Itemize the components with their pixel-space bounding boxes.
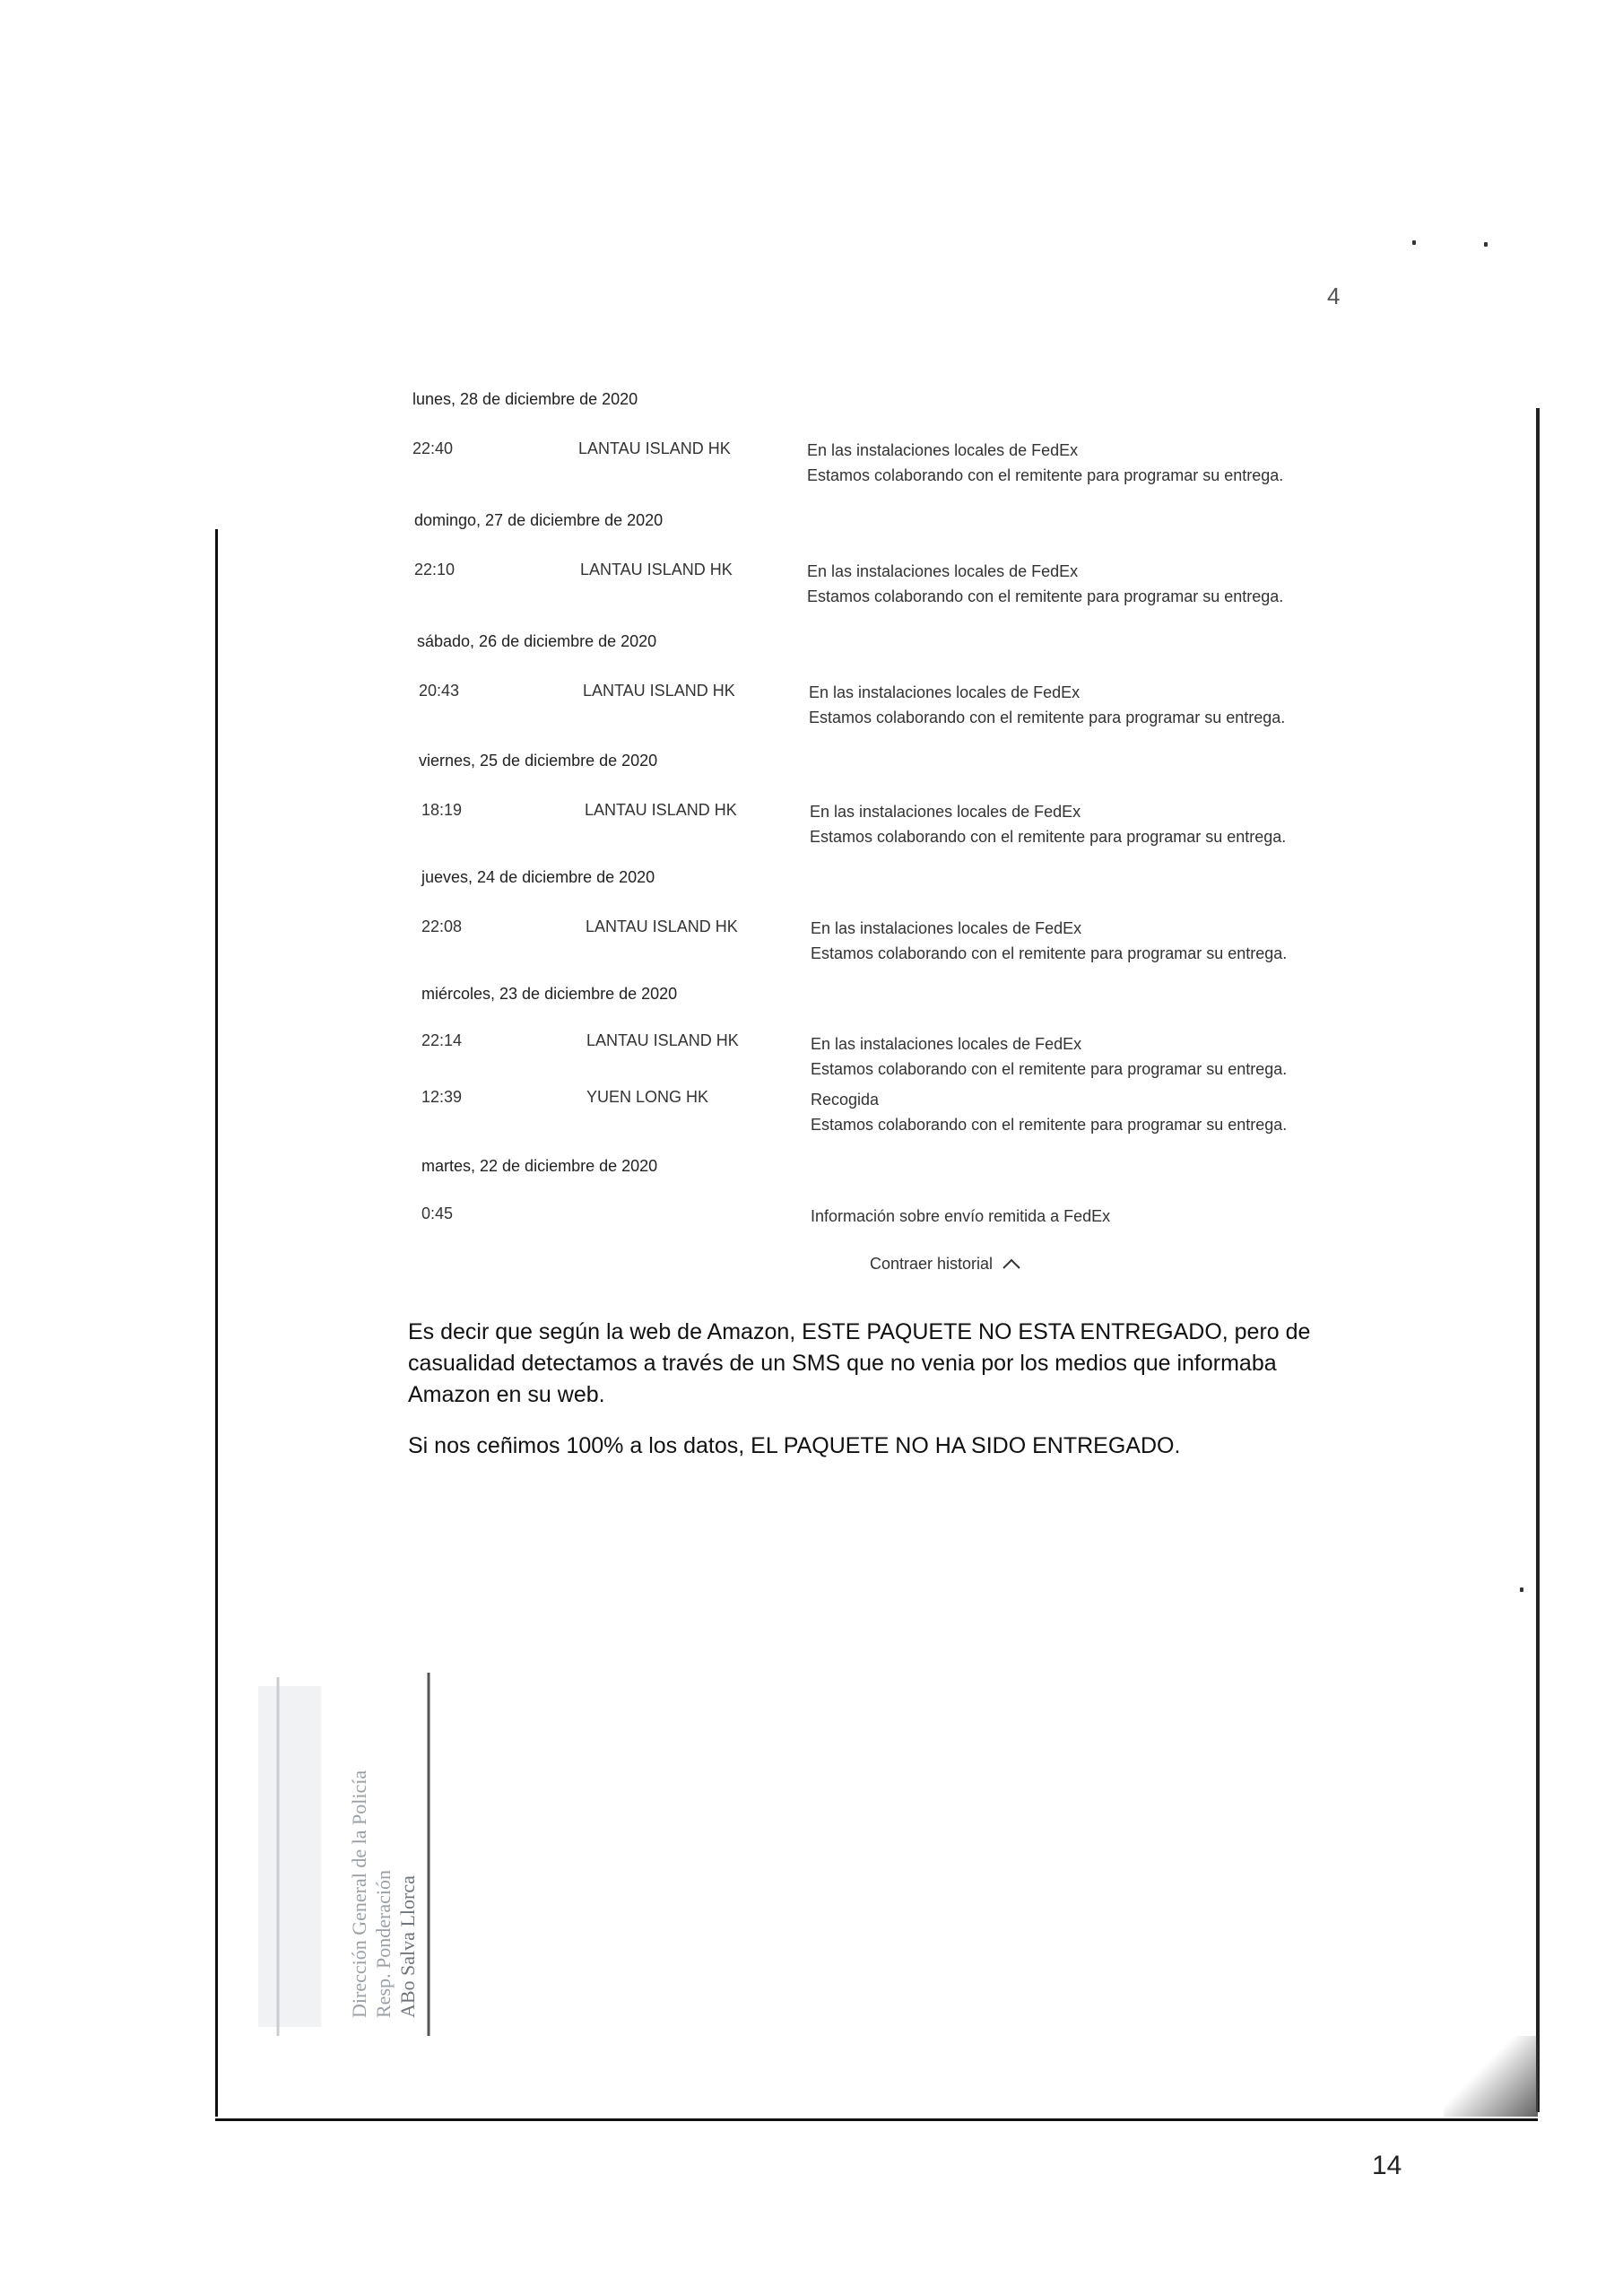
event-status-title: En las instalaciones locales de FedEx — [811, 1035, 1082, 1053]
event-time: 22:10 — [414, 561, 456, 578]
event-status — [807, 438, 1283, 488]
event-time: 22:14 — [421, 1031, 463, 1049]
collapse-history-button[interactable] — [870, 1254, 1021, 1274]
event-location: YUEN LONG HK — [586, 1088, 709, 1106]
scan-border-right — [1536, 408, 1540, 2112]
day-header: sábado, 26 de diciembre de 2020 — [417, 632, 657, 650]
stamp-line: Resp. Ponderación — [372, 1870, 395, 2018]
event-location: LANTAU ISLAND HK — [580, 561, 733, 578]
event-status-title: En las instalaciones locales de FedEx — [807, 441, 1079, 459]
event-status-detail: Estamos colaborando con el remitente para programar su entrega. — [809, 709, 1286, 726]
event-time: 22:08 — [421, 918, 463, 935]
chevron-up-icon — [1002, 1254, 1021, 1274]
day-header: viernes, 25 de diciembre de 2020 — [419, 752, 658, 770]
event-status-detail: Estamos colaborando con el remitente para programar su entrega. — [811, 944, 1288, 962]
event-status — [811, 1031, 1287, 1082]
event-status-title: En las instalaciones locales de FedEx — [809, 683, 1081, 701]
scan-speck — [1520, 1587, 1523, 1592]
event-location: LANTAU ISLAND HK — [586, 1031, 739, 1049]
event-status — [811, 1087, 1287, 1137]
event-status-detail: Estamos colaborando con el remitente para programar su entrega. — [811, 1060, 1288, 1078]
day-header: miércoles, 23 de diciembre de 2020 — [421, 985, 678, 1003]
event-status-detail: Estamos colaborando con el remitente para programar su entrega. — [810, 828, 1287, 846]
scan-speck — [1412, 240, 1416, 245]
event-time: 0:45 — [421, 1205, 454, 1222]
event-status — [807, 559, 1283, 609]
event-status-title: En las instalaciones locales de FedEx — [811, 919, 1082, 937]
event-status-detail: Estamos colaborando con el remitente para programar su entrega. — [807, 587, 1284, 605]
scan-shadow — [1444, 2036, 1538, 2117]
event-status-detail: Estamos colaborando con el remitente para programar su entrega. — [807, 466, 1284, 484]
event-status-title: En las instalaciones locales de FedEx — [810, 803, 1081, 821]
day-header: domingo, 27 de diciembre de 2020 — [414, 511, 664, 529]
day-header: martes, 22 de diciembre de 2020 — [421, 1157, 658, 1175]
scan-speck — [1484, 242, 1488, 247]
event-status-title: Recogida — [811, 1091, 880, 1109]
event-time: 22:40 — [412, 439, 454, 457]
page-number: 14 — [1372, 2151, 1402, 2180]
scan-border-left — [215, 529, 218, 2117]
paragraph-2: Si nos ceñimos 100% a los datos, EL PAQUETE NO HA SIDO ENTREGADO. — [408, 1433, 1181, 1458]
paragraph-1: Es decir que según la web de Amazon, ESTE PAQUETE NO ESTA ENTREGADO, pero de casualidad detectamos a través de un SMS que no venia por los medios que informaba Amazon en su web. — [408, 1319, 1311, 1407]
collapse-history-label: Contraer historial — [870, 1254, 994, 1273]
event-location: LANTAU ISLAND HK — [578, 439, 731, 457]
inner-page-number: 4 — [1327, 283, 1341, 309]
footer-rule — [215, 2118, 1538, 2121]
event-status-detail: Estamos colaborando con el remitente para programar su entrega. — [811, 1116, 1288, 1134]
event-time: 20:43 — [419, 682, 460, 700]
event-status — [811, 1204, 1110, 1229]
event-time: 18:19 — [421, 801, 463, 819]
event-location: LANTAU ISLAND HK — [585, 801, 737, 819]
event-location: LANTAU ISLAND HK — [586, 918, 738, 935]
stamp-line: Dirección General de la Policía — [348, 1770, 370, 2018]
day-header: lunes, 28 de diciembre de 2020 — [412, 390, 638, 408]
stamp-faded-block — [258, 1686, 321, 2027]
event-status-title: En las instalaciones locales de FedEx — [807, 562, 1079, 580]
event-status — [809, 680, 1285, 730]
event-status — [811, 916, 1287, 966]
police-stamp — [251, 1659, 448, 2045]
stamp-line: ABo Salva Llorca — [396, 1875, 419, 2018]
event-status-title: Información sobre envío remitida a FedEx — [811, 1207, 1111, 1225]
event-status — [810, 799, 1286, 849]
day-header: jueves, 24 de diciembre de 2020 — [421, 868, 655, 886]
event-time: 12:39 — [421, 1088, 463, 1106]
event-location: LANTAU ISLAND HK — [583, 682, 735, 700]
